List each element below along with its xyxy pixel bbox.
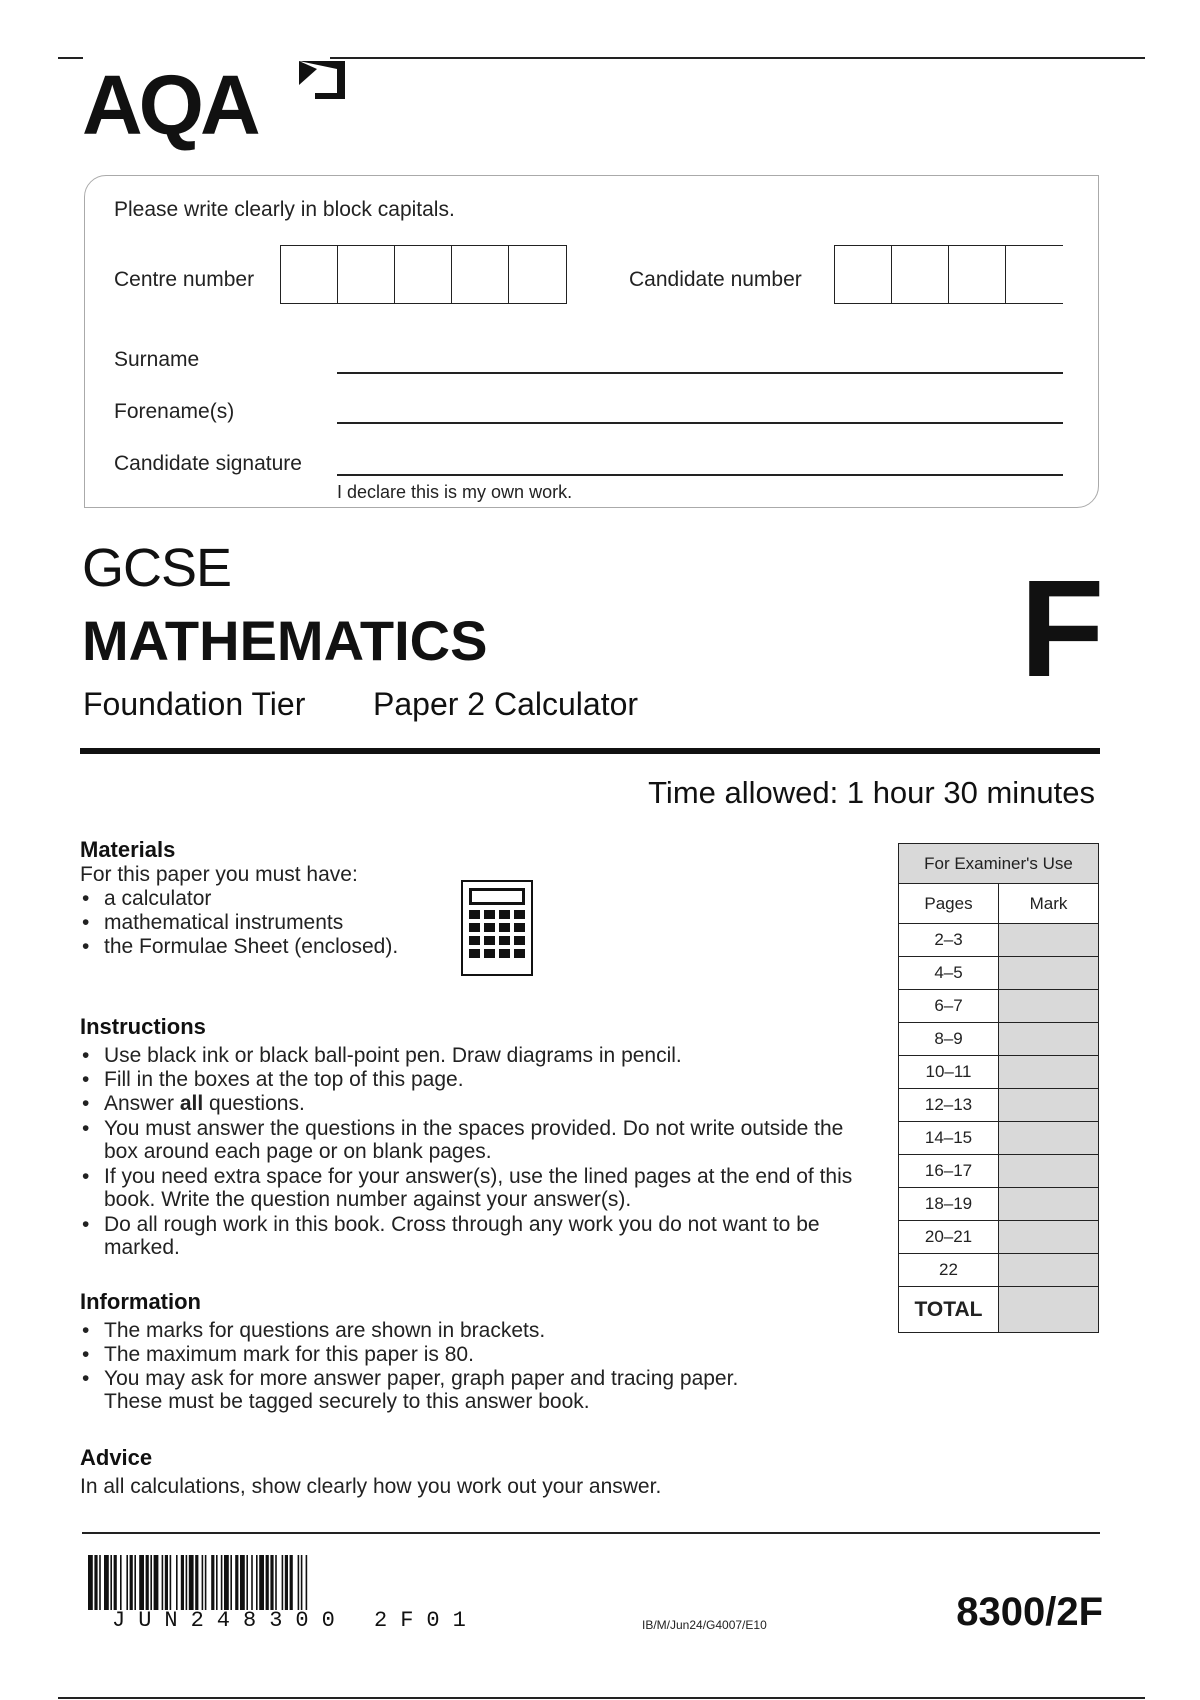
declaration-text: I declare this is my own work.	[337, 482, 573, 502]
list-item: • The marks for questions are shown in brackets.	[80, 1319, 870, 1342]
list-item: • Use black ink or black ball-point pen. Draw diagrams in pencil.	[80, 1044, 870, 1067]
candidate-number-boxes[interactable]	[834, 245, 1063, 304]
mark-cell[interactable]	[999, 1188, 1099, 1221]
list-item: • If you need extra space for your answer(s), use the lined pages at the end of this book. Write the question number against your answer(s).	[80, 1165, 870, 1211]
paper-label: Paper 2 Calculator	[373, 686, 639, 722]
list-item-answer-all: • Answer all questions.	[80, 1092, 870, 1115]
candidate-number-cell[interactable]	[892, 246, 949, 303]
pages-cell: 12–13	[899, 1089, 999, 1122]
instructions-section	[80, 1014, 870, 1260]
candidate-number-cell[interactable]	[1006, 246, 1063, 303]
centre-number-cell[interactable]	[452, 246, 509, 303]
list-item: • You must answer the questions in the spaces provided. Do not write outside the box around each page or on blank pages.	[80, 1117, 870, 1163]
list-item: • Do all rough work in this book. Cross through any work you do not want to be marked.	[80, 1213, 870, 1259]
qualification-title: GCSE	[82, 538, 232, 598]
candidate-number-cell[interactable]	[835, 246, 892, 303]
mark-cell[interactable]	[999, 1023, 1099, 1056]
examiner-use-table	[898, 843, 1099, 1333]
signature-line[interactable]	[337, 474, 1063, 476]
surname-line[interactable]	[337, 372, 1063, 374]
surname-label: Surname	[114, 348, 200, 371]
mark-cell[interactable]	[999, 1056, 1099, 1089]
mark-cell[interactable]	[999, 1155, 1099, 1188]
forename-line[interactable]	[337, 422, 1063, 424]
pages-cell: 10–11	[899, 1056, 999, 1089]
paper-code: 8300/2F	[956, 1590, 1103, 1634]
mark-cell[interactable]	[999, 1089, 1099, 1122]
advice-section	[80, 1445, 870, 1499]
candidate-number-label: Candidate number	[629, 268, 802, 291]
list-item: • The maximum mark for this paper is 80.	[80, 1343, 870, 1366]
barcode-text: JUN248300 2F01	[112, 1608, 479, 1633]
advice-text: In all calculations, show clearly how you work out your answer.	[80, 1475, 662, 1498]
centre-number-cell[interactable]	[281, 246, 338, 303]
pages-cell: 20–21	[899, 1221, 999, 1254]
pages-cell: 18–19	[899, 1188, 999, 1221]
mark-cell[interactable]	[999, 924, 1099, 957]
forename-label: Forename(s)	[114, 400, 235, 423]
time-allowed: Time allowed: 1 hour 30 minutes	[648, 775, 1095, 810]
pages-cell: 14–15	[899, 1122, 999, 1155]
mark-column-header: Mark	[999, 884, 1099, 924]
information-heading: Information	[80, 1289, 201, 1314]
materials-intro: For this paper you must have:	[80, 863, 358, 886]
materials-list	[80, 887, 500, 958]
information-section	[80, 1289, 870, 1414]
tier-letter: F	[1020, 552, 1105, 706]
total-label: TOTAL	[899, 1287, 999, 1333]
mark-cell[interactable]	[999, 990, 1099, 1023]
bottom-rule	[58, 1697, 1145, 1699]
total-mark-cell[interactable]	[999, 1287, 1099, 1333]
pages-cell: 6–7	[899, 990, 999, 1023]
footer-rule	[82, 1532, 1100, 1534]
list-item: • Fill in the boxes at the top of this page.	[80, 1068, 870, 1091]
advice-heading: Advice	[80, 1445, 153, 1470]
list-item: • You may ask for more answer paper, graph paper and tracing paper. These must be tagged securely to this answer book.	[80, 1367, 760, 1413]
top-rule	[330, 57, 1145, 59]
pages-cell: 22	[899, 1254, 999, 1287]
calculator-screen	[469, 888, 525, 905]
block-capitals-instruction: Please write clearly in block capitals.	[114, 198, 455, 221]
calculator-icon	[461, 880, 533, 976]
list-item: • a calculator	[80, 887, 500, 910]
centre-number-cell[interactable]	[509, 246, 566, 303]
pages-column-header: Pages	[899, 884, 999, 924]
centre-number-cell[interactable]	[338, 246, 395, 303]
aqa-logo	[82, 55, 347, 150]
title-divider	[80, 748, 1100, 754]
centre-number-label: Centre number	[114, 268, 255, 291]
mark-cell[interactable]	[999, 1221, 1099, 1254]
signature-label: Candidate signature	[114, 452, 302, 475]
mark-cell[interactable]	[999, 1254, 1099, 1287]
top-rule-left	[58, 57, 83, 59]
mark-cell[interactable]	[999, 1122, 1099, 1155]
reference-code: IB/M/Jun24/G4007/E10	[642, 1618, 767, 1632]
pages-cell: 8–9	[899, 1023, 999, 1056]
calculator-keys	[469, 910, 525, 958]
materials-section	[80, 837, 500, 959]
examiner-table-heading: For Examiner's Use	[899, 844, 1099, 884]
centre-number-boxes[interactable]	[280, 245, 567, 304]
tier-label: Foundation Tier	[83, 686, 306, 722]
list-item: • mathematical instruments	[80, 911, 500, 934]
pages-cell: 4–5	[899, 957, 999, 990]
materials-heading: Materials	[80, 837, 176, 862]
centre-number-cell[interactable]	[395, 246, 452, 303]
logo-text: AQA	[82, 58, 257, 152]
information-list	[80, 1319, 870, 1413]
pages-cell: 16–17	[899, 1155, 999, 1188]
pages-cell: 2–3	[899, 924, 999, 957]
mark-cell[interactable]	[999, 957, 1099, 990]
subject-title: MATHEMATICS	[82, 609, 488, 672]
instructions-list	[80, 1044, 870, 1259]
barcode-icon	[88, 1555, 493, 1610]
instructions-heading: Instructions	[80, 1014, 206, 1039]
list-item: • the Formulae Sheet (enclosed).	[80, 935, 500, 958]
logo-mark-icon	[287, 55, 347, 115]
candidate-number-cell[interactable]	[949, 246, 1006, 303]
